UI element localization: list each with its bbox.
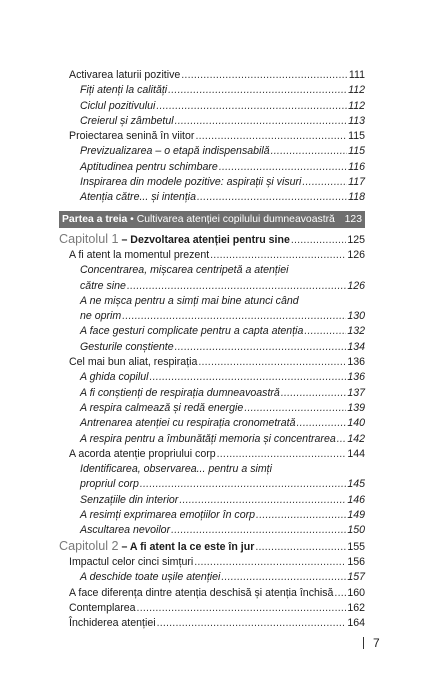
entry-page: 126 (347, 279, 365, 292)
entry-page: 113 (348, 114, 365, 127)
toc-entry (59, 601, 365, 616)
dot-leader (171, 523, 346, 538)
entry-page: 130 (347, 310, 365, 323)
dot-leader (179, 493, 346, 508)
toc-entry (59, 68, 365, 83)
page-number-value: 7 (373, 636, 380, 650)
dot-leader (181, 68, 348, 83)
chapter-label: Capitolul 1 (59, 231, 119, 246)
toc-entry (59, 523, 365, 538)
dot-leader (255, 540, 346, 555)
chapter-title: – Dezvoltarea atenției pentru sine (121, 233, 290, 246)
entry-title: Închiderea atenției (69, 617, 156, 630)
toc-entry (59, 370, 365, 385)
entry-page: 115 (348, 145, 365, 158)
entry-page: 164 (347, 617, 365, 630)
entry-page: 140 (347, 417, 365, 430)
dot-leader (337, 432, 347, 447)
toc-entry (59, 555, 365, 570)
dot-leader (198, 355, 346, 370)
dot-leader (122, 309, 346, 324)
chapter-page: 125 (347, 233, 365, 246)
entry-title: ne oprim (80, 310, 122, 323)
chapter-page: 155 (347, 540, 365, 553)
entry-title: A face diferența dintre atenția deschisă și atenția închisă (69, 586, 334, 599)
entry-title-line: Identificarea, observarea... pentru a simți (80, 463, 272, 476)
bullet: • (130, 213, 134, 225)
entry-title: A ghida copilul (80, 371, 149, 384)
entry-page: 136 (347, 371, 365, 384)
entry-page: 160 (347, 586, 365, 599)
entry-title: Contemplarea (69, 601, 136, 614)
chapter-label: Capitolul 2 (59, 538, 119, 553)
entry-page: 116 (348, 160, 365, 173)
entry-title-line: A ne mișca pentru a simți mai bine atunci când (80, 294, 299, 307)
entry-page: 146 (347, 493, 365, 506)
toc-entry (59, 160, 365, 175)
entry-title: A face gesturi complicate pentru a capta atenția (80, 325, 304, 338)
entry-page: 111 (348, 69, 365, 81)
toc-entry (59, 570, 365, 585)
dot-leader (297, 416, 347, 431)
entry-page: 136 (347, 356, 365, 369)
dot-leader (157, 616, 347, 631)
dot-leader (302, 175, 347, 190)
dot-leader (304, 324, 346, 339)
part-heading-bar (59, 211, 365, 228)
dot-leader (175, 340, 347, 355)
entry-title: Fiți atenți la calități (80, 84, 168, 97)
entry-page: 145 (347, 478, 365, 491)
entry-title: Atenția către... și intenția (80, 191, 197, 204)
toc-entry (59, 355, 365, 370)
dot-leader (156, 99, 347, 114)
dot-leader (210, 248, 346, 263)
part-title: Cultivarea atenției copilului dumneavoastră (136, 213, 335, 225)
entry-title: Activarea laturii pozitive (69, 69, 181, 81)
entry-page: 156 (347, 555, 365, 568)
dot-leader (195, 129, 347, 144)
dot-leader (150, 370, 347, 385)
dot-leader (244, 401, 346, 416)
entry-page: 137 (347, 386, 365, 399)
dot-leader (219, 160, 347, 175)
page-number (363, 636, 380, 650)
entry-title: A fi conștienți de respirația dumneavoastră (80, 386, 280, 399)
toc-entry (59, 616, 365, 631)
entry-title: A acorda atenție propriului corp (69, 447, 216, 460)
toc-entry (59, 129, 365, 144)
dot-leader (197, 190, 347, 205)
toc-entry (59, 586, 365, 601)
entry-title: A respira calmează și redă energie (80, 401, 244, 414)
entry-page: 144 (347, 447, 365, 460)
entry-page: 132 (347, 325, 365, 338)
entry-page: 118 (348, 191, 365, 204)
chapter-heading (59, 539, 365, 555)
toc-entry (59, 401, 365, 416)
toc-entry (59, 447, 365, 462)
toc-entry (59, 175, 365, 190)
dot-leader (175, 114, 347, 129)
entry-title: Previzualizarea – o etapă indispensabilă (80, 145, 270, 158)
toc-entry (59, 386, 365, 401)
toc-entry (59, 493, 365, 508)
toc-entry (59, 248, 365, 263)
entry-title: A resimți exprimarea emoțiilor în corp (80, 509, 256, 522)
dot-leader (334, 586, 346, 601)
entry-page: 157 (347, 571, 365, 584)
entry-page: 115 (348, 130, 365, 143)
entry-title: A deschide toate ușile atenției (80, 571, 221, 584)
entry-title: propriul corp (80, 478, 139, 491)
entry-page: 117 (348, 176, 365, 189)
entry-title: Gesturile conștiente (80, 340, 174, 353)
toc-entry (59, 309, 365, 324)
entry-page: 142 (347, 432, 365, 445)
entry-title: Cel mai bun aliat, respirația (69, 356, 198, 369)
part-label: Partea a treia (62, 213, 128, 225)
toc-entry (59, 416, 365, 431)
entry-title: A respira pentru a îmbunătăți memoria și concentrarea (80, 432, 336, 445)
toc-entry (59, 144, 365, 159)
dot-leader (127, 279, 346, 294)
entry-page: 149 (347, 509, 365, 522)
dot-leader (217, 447, 347, 462)
entry-title-line: Concentrarea, mișcarea centripetă a atenției (80, 264, 289, 277)
chapter-title: – A fi atent la ce este în jur (121, 540, 255, 553)
entry-title: Ciclul pozitivului (80, 99, 156, 112)
entry-page: 134 (347, 340, 365, 353)
dot-leader (168, 83, 347, 98)
toc-entry (59, 324, 365, 339)
dot-leader (140, 477, 346, 492)
toc-entry (59, 432, 365, 447)
entry-page: 112 (348, 84, 365, 97)
toc-entry (59, 99, 365, 114)
toc-entry (59, 508, 365, 523)
entry-page: 112 (348, 99, 365, 112)
part-page: 123 (344, 213, 362, 225)
dot-leader (291, 233, 346, 248)
entry-page: 162 (347, 601, 365, 614)
toc-entry (59, 477, 365, 492)
entry-title: Aptitudinea pentru schimbare (80, 160, 218, 173)
entry-title: Impactul celor cinci simțuri (69, 555, 194, 568)
entry-page: 150 (347, 524, 365, 537)
entry-title: A fi atent la momentul prezent (69, 248, 210, 261)
toc-entry (59, 190, 365, 205)
dot-leader (137, 601, 347, 616)
dot-leader (194, 555, 346, 570)
separator-rule (363, 637, 364, 649)
entry-title: Senzațiile din interior (80, 493, 179, 506)
dot-leader (256, 508, 346, 523)
table-of-contents (59, 68, 365, 631)
entry-title: către sine (80, 279, 126, 292)
entry-title: Creierul și zâmbetul (80, 114, 174, 127)
chapter-heading (59, 232, 365, 248)
toc-entry (59, 83, 365, 98)
dot-leader (271, 144, 347, 159)
entry-page: 126 (347, 248, 365, 261)
dot-leader (281, 386, 346, 401)
toc-entry (59, 340, 365, 355)
toc-entry (59, 279, 365, 294)
entry-title: Inspirarea din modele pozitive: aspirații și visuri (80, 176, 302, 189)
entry-title: Antrenarea atenției cu respirația cronometrată (80, 417, 296, 430)
dot-leader (221, 570, 346, 585)
entry-title: Ascultarea nevoilor (80, 524, 171, 537)
toc-entry (59, 114, 365, 129)
entry-title: Proiectarea senină în viitor (69, 130, 195, 143)
entry-page: 139 (347, 401, 365, 414)
